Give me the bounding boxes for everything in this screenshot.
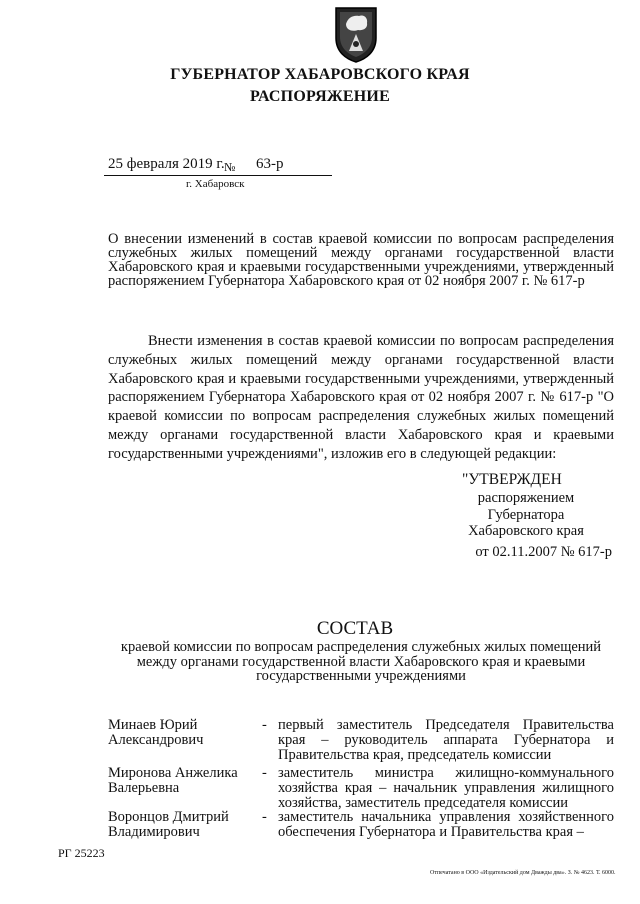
- member-name: Минаев Юрий Александрович: [108, 717, 204, 748]
- registry-code: РГ 25223: [58, 846, 105, 860]
- approval-line: распоряжением: [477, 490, 575, 507]
- member-role: заместитель министра жилищно-коммунального хозяйства края – начальник управления жилищного хозяйства, заместитель председателя комиссии: [278, 765, 614, 811]
- approval-block: [440, 472, 612, 560]
- date-number-underline: [104, 175, 332, 176]
- member-name: Миронова Анжелика Валерьевна: [108, 765, 238, 796]
- document-body: [108, 332, 614, 464]
- member-dash: -: [262, 717, 267, 733]
- approval-title: "УТВЕРЖДЕН: [462, 471, 562, 488]
- member-role: заместитель начальника управления хозяйственного обеспечения Губернатора и Правительства края –: [278, 809, 614, 840]
- body-paragraph: Внести изменения в состав краевой комиссии по вопросам распределения служебных жилых помещений между органами государственной власти Хабаровского края и краевыми государственными учреждениями, утвержденный распоряжением Губернатора Хабаровского края от 02 ноября 2007 г. № 617-р "О краевой комиссии по вопросам распределения служебных жилых помещений между органами государственной власти Хабаровского края и краевыми государственными учреждениями", изложив его в следующей редакции:: [108, 333, 614, 462]
- approval-reference: от 02.11.2007 № 617-р: [475, 543, 612, 560]
- city: г. Хабаровск: [186, 178, 245, 190]
- document-number: 63-р: [256, 156, 284, 172]
- coat-of-arms-emblem: [332, 4, 380, 64]
- member-dash: -: [262, 809, 267, 825]
- document-date: 25 февраля 2019 г.: [108, 156, 225, 172]
- member-dash: -: [262, 765, 267, 781]
- printer-note: Отпечатано в ООО «Издательский дом Дважды два». З. № 4623. Т. 6000.: [430, 870, 616, 876]
- member-role: первый заместитель Председателя Правительства края – руководитель аппарата Губернатора и Правительства края, председатель комиссии: [278, 717, 614, 763]
- number-label: №: [224, 160, 236, 174]
- member-name: Воронцов Дмитрий Владимирович: [108, 809, 229, 840]
- issuing-authority: ГУБЕРНАТОР ХАБАРОВСКОГО КРАЯ: [170, 66, 470, 83]
- approval-line: Губернатора: [487, 506, 565, 523]
- document-subject: О внесении изменений в состав краевой комиссии по вопросам распределения служебных жилых помещений между органами государственной власти Хабаровского края и краевыми государственными учреждениями, утвержденный распоряжением Губернатора Хабаровского края от 02 ноября 2007 г. № 617-р: [108, 231, 614, 289]
- composition-subtitle: краевой комиссии по вопросам распределения служебных жилых помещений между органами государственной власти Хабаровского края и краевыми государственными учреждениями: [120, 639, 602, 684]
- approval-line: Хабаровского края: [468, 523, 584, 540]
- document-type: РАСПОРЯЖЕНИЕ: [250, 88, 390, 105]
- composition-title: СОСТАВ: [316, 618, 394, 639]
